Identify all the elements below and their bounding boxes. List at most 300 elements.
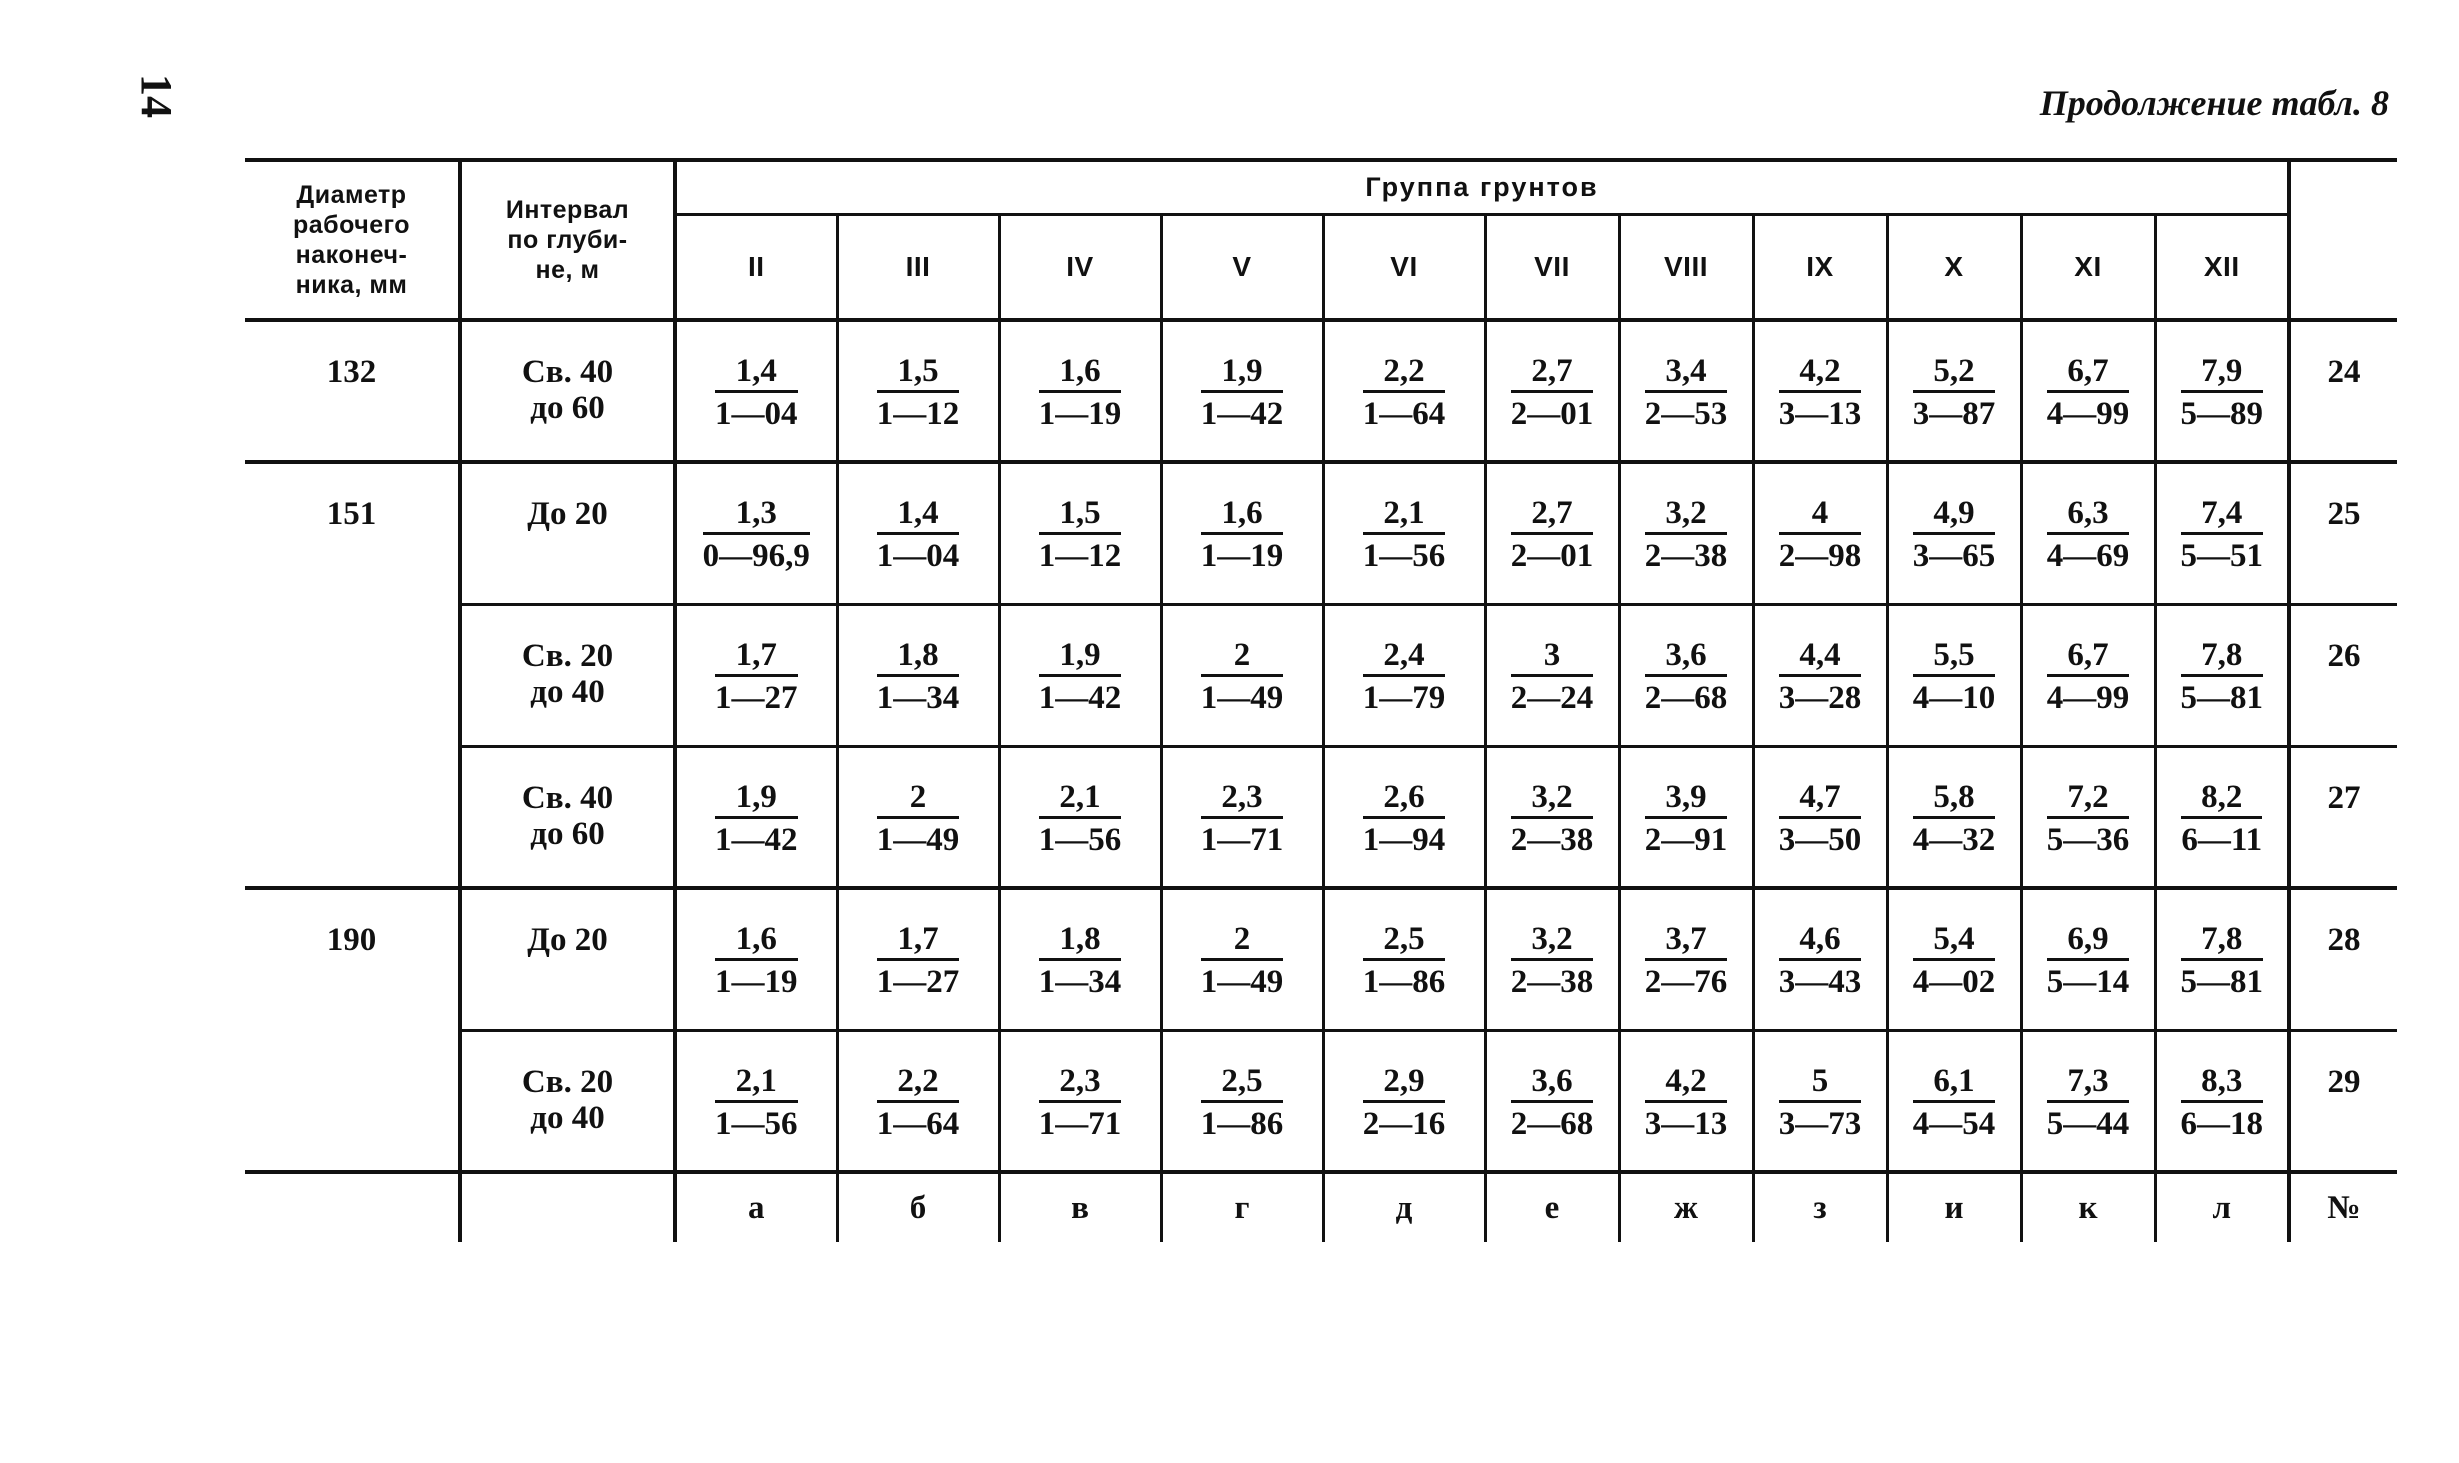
- value-cell: [1161, 462, 1323, 604]
- footer-column-letter: г: [1161, 1172, 1323, 1242]
- value-cell: [837, 320, 999, 462]
- price: 5—89: [2180, 396, 2263, 432]
- fraction: [1645, 1062, 1728, 1145]
- value-cell: [2021, 888, 2155, 1030]
- price: 1—64: [876, 1105, 960, 1142]
- price: 1—04: [876, 538, 960, 574]
- time-norm: 2: [1201, 920, 1284, 961]
- value-cell: [1887, 462, 2021, 604]
- price: 3—43: [1778, 964, 1862, 1000]
- fraction: [1363, 1062, 1446, 1145]
- price: 4—54: [1912, 1105, 1996, 1142]
- price: 5—51: [2180, 538, 2263, 574]
- time-norm: 2,6: [1363, 778, 1446, 819]
- value-cell: [1323, 1030, 1485, 1172]
- price: 4—32: [1912, 821, 1996, 858]
- price: 2—16: [1362, 1105, 1446, 1142]
- fraction: [1645, 636, 1728, 719]
- value-cell: [2155, 320, 2289, 462]
- time-norm: 6,7: [2047, 352, 2130, 393]
- time-norm: 2,3: [1201, 778, 1284, 819]
- value-cell: [1619, 1030, 1753, 1172]
- price: 5—14: [2046, 964, 2130, 1000]
- value-cell: [1887, 746, 2021, 888]
- fraction: [877, 778, 960, 861]
- time-norm: 2: [1201, 636, 1284, 677]
- header-group-xii: XII: [2155, 214, 2289, 320]
- value-cell: [675, 746, 837, 888]
- fraction: [1039, 920, 1122, 1003]
- price: 5—36: [2046, 821, 2130, 858]
- time-norm: 7,4: [2181, 494, 2264, 535]
- price: 5—44: [2046, 1105, 2130, 1142]
- price: 4—69: [2046, 538, 2130, 574]
- price: 1—71: [1038, 1105, 1122, 1142]
- time-norm: 2,2: [877, 1062, 960, 1103]
- header-soil-group: Группа грунтов: [675, 160, 2289, 214]
- fraction: [2047, 494, 2130, 577]
- fraction: [1913, 352, 1996, 435]
- fraction: [2181, 494, 2264, 577]
- price: 3—87: [1912, 396, 1996, 432]
- fraction: [877, 352, 960, 435]
- price: 2—68: [1644, 679, 1728, 716]
- header-group-viii: VIII: [1619, 214, 1753, 320]
- time-norm: 4,2: [1779, 352, 1862, 393]
- fraction: [1779, 778, 1862, 861]
- time-norm: 4,7: [1779, 778, 1862, 819]
- time-norm: 3,4: [1645, 352, 1728, 393]
- time-norm: 4,2: [1645, 1062, 1728, 1103]
- price: 3—65: [1912, 538, 1996, 574]
- value-cell: [2021, 320, 2155, 462]
- value-cell: [1485, 746, 1619, 888]
- value-cell: [999, 320, 1161, 462]
- time-norm: 1,8: [877, 636, 960, 677]
- value-cell: [1485, 462, 1619, 604]
- value-cell: [1323, 604, 1485, 746]
- value-cell: [1753, 604, 1887, 746]
- price: 1—86: [1362, 964, 1446, 1000]
- footer-column-letter: е: [1485, 1172, 1619, 1242]
- row-number: 24: [2289, 320, 2397, 462]
- footer-column-letter: и: [1887, 1172, 2021, 1242]
- time-norm: 1,4: [715, 352, 798, 393]
- price: 1—64: [1362, 396, 1446, 432]
- price: 3—50: [1778, 821, 1862, 858]
- price: 1—42: [1200, 396, 1284, 432]
- price: 1—86: [1200, 1105, 1284, 1142]
- value-cell: [999, 462, 1161, 604]
- price: 1—27: [876, 964, 960, 1000]
- time-norm: 3: [1511, 636, 1594, 677]
- time-norm: 1,9: [1039, 636, 1122, 677]
- value-cell: [2021, 604, 2155, 746]
- header-group-iii: III: [837, 214, 999, 320]
- table-row: [245, 888, 2397, 1030]
- price: 1—79: [1362, 679, 1446, 716]
- value-cell: [2021, 462, 2155, 604]
- time-norm: 3,2: [1511, 920, 1594, 961]
- fraction: [2181, 778, 2262, 861]
- price: 1—42: [1038, 679, 1122, 716]
- price: 3—13: [1644, 1105, 1728, 1142]
- time-norm: 2,5: [1363, 920, 1446, 961]
- header-group-xi: XI: [2021, 214, 2155, 320]
- fraction: [1913, 636, 1996, 719]
- price: 4—10: [1912, 679, 1996, 716]
- fraction: [1645, 494, 1728, 577]
- time-norm: 1,6: [1039, 352, 1122, 393]
- diameter-cell: 132: [245, 320, 460, 462]
- value-cell: [1323, 746, 1485, 888]
- value-cell: [675, 1030, 837, 1172]
- row-number: 25: [2289, 462, 2397, 604]
- value-cell: [1323, 888, 1485, 1030]
- footer-column-letter: а: [675, 1172, 837, 1242]
- footer-column-letter: д: [1323, 1172, 1485, 1242]
- norms-table: [245, 158, 2397, 1242]
- price: 2—53: [1644, 396, 1728, 432]
- time-norm: 3,7: [1645, 920, 1728, 961]
- price: 3—73: [1778, 1105, 1862, 1142]
- price: 1—04: [715, 396, 798, 432]
- value-cell: [675, 604, 837, 746]
- value-cell: [2155, 604, 2289, 746]
- value-cell: [2155, 746, 2289, 888]
- fraction: [1779, 1062, 1862, 1145]
- price: 2—38: [1510, 964, 1594, 1000]
- interval-cell: До 20: [460, 888, 675, 1030]
- table-row: [245, 320, 2397, 462]
- row-number: 26: [2289, 604, 2397, 746]
- price: 2—91: [1644, 821, 1728, 858]
- price: 2—01: [1510, 396, 1594, 432]
- fraction: [2047, 1062, 2130, 1145]
- table-row: [245, 746, 2397, 888]
- time-norm: 8,3: [2181, 1062, 2264, 1103]
- price: 1—27: [715, 679, 798, 716]
- interval-cell: Св. 20 до 40: [460, 1030, 675, 1172]
- value-cell: [1887, 320, 2021, 462]
- value-cell: [1161, 746, 1323, 888]
- footer-column-letter: з: [1753, 1172, 1887, 1242]
- header-group-vii: VII: [1485, 214, 1619, 320]
- time-norm: 4: [1779, 494, 1862, 535]
- value-cell: [1485, 888, 1619, 1030]
- value-cell: [1161, 888, 1323, 1030]
- value-cell: [1619, 320, 1753, 462]
- footer-column-letter: ж: [1619, 1172, 1753, 1242]
- time-norm: 1,9: [1201, 352, 1284, 393]
- fraction: [877, 636, 960, 719]
- fraction: [1201, 1062, 1284, 1145]
- row-number: 28: [2289, 888, 2397, 1030]
- price: 6—18: [2180, 1105, 2263, 1142]
- fraction: [1363, 636, 1446, 719]
- fraction: [1779, 494, 1862, 577]
- time-norm: 1,7: [715, 636, 798, 677]
- value-cell: [675, 462, 837, 604]
- time-norm: 2,7: [1511, 494, 1594, 535]
- time-norm: 6,3: [2047, 494, 2130, 535]
- price: 1—42: [715, 821, 798, 858]
- time-norm: 1,8: [1039, 920, 1122, 961]
- time-norm: 4,9: [1913, 494, 1996, 535]
- value-cell: [1161, 1030, 1323, 1172]
- fraction: [1201, 778, 1284, 861]
- fraction: [2047, 636, 2130, 719]
- fraction: [1511, 1062, 1594, 1145]
- value-cell: [2021, 746, 2155, 888]
- price: 4—99: [2046, 679, 2130, 716]
- price: 2—98: [1778, 538, 1862, 574]
- header-diameter: Диаметр рабочего наконеч-ника, мм: [245, 160, 460, 320]
- value-cell: [1161, 320, 1323, 462]
- time-norm: 1,9: [715, 778, 798, 819]
- fraction: [1779, 352, 1862, 435]
- time-norm: 7,8: [2181, 636, 2264, 677]
- price: 5—81: [2180, 679, 2263, 716]
- time-norm: 7,3: [2047, 1062, 2130, 1103]
- time-norm: 2,9: [1363, 1062, 1446, 1103]
- fraction: [1039, 494, 1122, 577]
- fraction: [703, 494, 810, 577]
- fraction: [1363, 494, 1446, 577]
- table-caption: Продолжение табл. 8: [2039, 83, 2389, 123]
- header-group-ix: IX: [1753, 214, 1887, 320]
- time-norm: 3,6: [1511, 1062, 1594, 1103]
- value-cell: [1619, 604, 1753, 746]
- time-norm: 5,2: [1913, 352, 1996, 393]
- row-number: 27: [2289, 746, 2397, 888]
- price: 1—19: [715, 964, 798, 1000]
- price: 4—99: [2046, 396, 2130, 432]
- fraction: [1201, 636, 1284, 719]
- value-cell: [1753, 888, 1887, 1030]
- fraction: [1511, 494, 1594, 577]
- footer-column-letter: в: [999, 1172, 1161, 1242]
- fraction: [2047, 352, 2130, 435]
- interval-cell: До 20: [460, 462, 675, 604]
- fraction: [2181, 352, 2264, 435]
- time-norm: 2,2: [1363, 352, 1446, 393]
- fraction: [715, 636, 798, 719]
- price: 1—49: [1200, 964, 1284, 1000]
- time-norm: 6,1: [1913, 1062, 1996, 1103]
- fraction: [1645, 778, 1728, 861]
- value-cell: [1753, 1030, 1887, 1172]
- time-norm: 2,5: [1201, 1062, 1284, 1103]
- value-cell: [1485, 320, 1619, 462]
- price: 3—13: [1778, 396, 1862, 432]
- footer-blank: [460, 1172, 675, 1242]
- value-cell: [1161, 604, 1323, 746]
- fraction: [1511, 920, 1594, 1003]
- price: 1—56: [1362, 538, 1446, 574]
- value-cell: [1323, 462, 1485, 604]
- table-row: [245, 604, 2397, 746]
- value-cell: [2155, 462, 2289, 604]
- price: 3—28: [1778, 679, 1862, 716]
- fraction: [1913, 494, 1996, 577]
- value-cell: [2021, 1030, 2155, 1172]
- value-cell: [1619, 746, 1753, 888]
- fraction: [715, 778, 798, 861]
- fraction: [1645, 352, 1728, 435]
- time-norm: 1,6: [1201, 494, 1284, 535]
- header-group-vi: VI: [1323, 214, 1485, 320]
- price: 2—76: [1644, 964, 1728, 1000]
- row-number: 29: [2289, 1030, 2397, 1172]
- value-cell: [1485, 604, 1619, 746]
- time-norm: 3,2: [1645, 494, 1728, 535]
- fraction: [1039, 778, 1122, 861]
- price: 0—96,9: [702, 538, 810, 574]
- fraction: [1511, 352, 1594, 435]
- time-norm: 2: [877, 778, 960, 819]
- fraction: [1511, 778, 1594, 861]
- fraction: [2181, 920, 2264, 1003]
- value-cell: [1619, 462, 1753, 604]
- time-norm: 6,7: [2047, 636, 2130, 677]
- fraction: [877, 920, 960, 1003]
- footer-no-label: №: [2289, 1172, 2397, 1242]
- table-row: [245, 462, 2397, 604]
- fraction: [1039, 352, 1122, 435]
- table-row: [245, 1030, 2397, 1172]
- value-cell: [2155, 1030, 2289, 1172]
- fraction: [1039, 1062, 1122, 1145]
- fraction: [1363, 778, 1446, 861]
- time-norm: 1,3: [703, 494, 810, 535]
- time-norm: 6,9: [2047, 920, 2130, 961]
- fraction: [2181, 636, 2264, 719]
- price: 1—56: [715, 1105, 798, 1142]
- value-cell: [837, 1030, 999, 1172]
- time-norm: 4,4: [1779, 636, 1862, 677]
- fraction: [715, 1062, 798, 1145]
- time-norm: 2,1: [1363, 494, 1446, 535]
- time-norm: 1,7: [877, 920, 960, 961]
- fraction: [1913, 1062, 1996, 1145]
- time-norm: 7,9: [2181, 352, 2264, 393]
- value-cell: [1753, 746, 1887, 888]
- fraction: [2181, 1062, 2264, 1145]
- value-cell: [999, 888, 1161, 1030]
- diameter-cell: 151: [245, 462, 460, 888]
- fraction: [1201, 920, 1284, 1003]
- time-norm: 2,1: [1039, 778, 1122, 819]
- price: 1—71: [1200, 821, 1284, 858]
- footer-column-letter: б: [837, 1172, 999, 1242]
- page-number: 14: [132, 74, 181, 118]
- price: 2—68: [1510, 1105, 1594, 1142]
- time-norm: 3,6: [1645, 636, 1728, 677]
- value-cell: [675, 320, 837, 462]
- value-cell: [999, 1030, 1161, 1172]
- time-norm: 2,1: [715, 1062, 798, 1103]
- time-norm: 1,5: [1039, 494, 1122, 535]
- fraction: [1201, 352, 1284, 435]
- time-norm: 2,7: [1511, 352, 1594, 393]
- value-cell: [1619, 888, 1753, 1030]
- price: 1—19: [1200, 538, 1284, 574]
- price: 2—38: [1510, 821, 1594, 858]
- price: 1—12: [876, 396, 960, 432]
- header-group-v: V: [1161, 214, 1323, 320]
- time-norm: 8,2: [2181, 778, 2262, 819]
- price: 4—02: [1912, 964, 1996, 1000]
- value-cell: [837, 746, 999, 888]
- fraction: [1779, 636, 1862, 719]
- fraction: [1363, 352, 1446, 435]
- price: 5—81: [2180, 964, 2263, 1000]
- header-no-blank: [2289, 160, 2397, 320]
- price: 1—34: [1038, 964, 1122, 1000]
- time-norm: 3,9: [1645, 778, 1728, 819]
- fraction: [715, 920, 798, 1003]
- fraction: [1511, 636, 1594, 719]
- time-norm: 3,2: [1511, 778, 1594, 819]
- time-norm: 1,6: [715, 920, 798, 961]
- time-norm: 5,4: [1913, 920, 1996, 961]
- price: 2—24: [1510, 679, 1594, 716]
- price: 1—56: [1038, 821, 1122, 858]
- value-cell: [1485, 1030, 1619, 1172]
- time-norm: 5: [1779, 1062, 1862, 1103]
- interval-cell: Св. 40 до 60: [460, 746, 675, 888]
- fraction: [877, 1062, 960, 1145]
- value-cell: [999, 746, 1161, 888]
- fraction: [2047, 778, 2130, 861]
- fraction: [1201, 494, 1284, 577]
- value-cell: [837, 462, 999, 604]
- fraction: [1913, 778, 1996, 861]
- value-cell: [1753, 320, 1887, 462]
- value-cell: [1323, 320, 1485, 462]
- interval-cell: Св. 20 до 40: [460, 604, 675, 746]
- value-cell: [675, 888, 837, 1030]
- time-norm: 5,5: [1913, 636, 1996, 677]
- time-norm: 2,3: [1039, 1062, 1122, 1103]
- price: 1—49: [1200, 679, 1284, 716]
- interval-cell: Св. 40 до 60: [460, 320, 675, 462]
- footer-column-letter: к: [2021, 1172, 2155, 1242]
- value-cell: [2155, 888, 2289, 1030]
- value-cell: [1887, 1030, 2021, 1172]
- price: 1—94: [1362, 821, 1446, 858]
- fraction: [1039, 636, 1122, 719]
- fraction: [2047, 920, 2130, 1003]
- header-group-ii: II: [675, 214, 837, 320]
- header-group-iv: IV: [999, 214, 1161, 320]
- price: 6—11: [2181, 821, 2263, 858]
- fraction: [1913, 920, 1996, 1003]
- time-norm: 7,2: [2047, 778, 2130, 819]
- header-group-x: X: [1887, 214, 2021, 320]
- value-cell: [1887, 604, 2021, 746]
- footer-column-letter: л: [2155, 1172, 2289, 1242]
- value-cell: [837, 888, 999, 1030]
- fraction: [1779, 920, 1862, 1003]
- price: 2—01: [1510, 538, 1594, 574]
- time-norm: 5,8: [1913, 778, 1996, 819]
- price: 1—34: [876, 679, 960, 716]
- time-norm: 7,8: [2181, 920, 2264, 961]
- time-norm: 4,6: [1779, 920, 1862, 961]
- price: 1—19: [1038, 396, 1122, 432]
